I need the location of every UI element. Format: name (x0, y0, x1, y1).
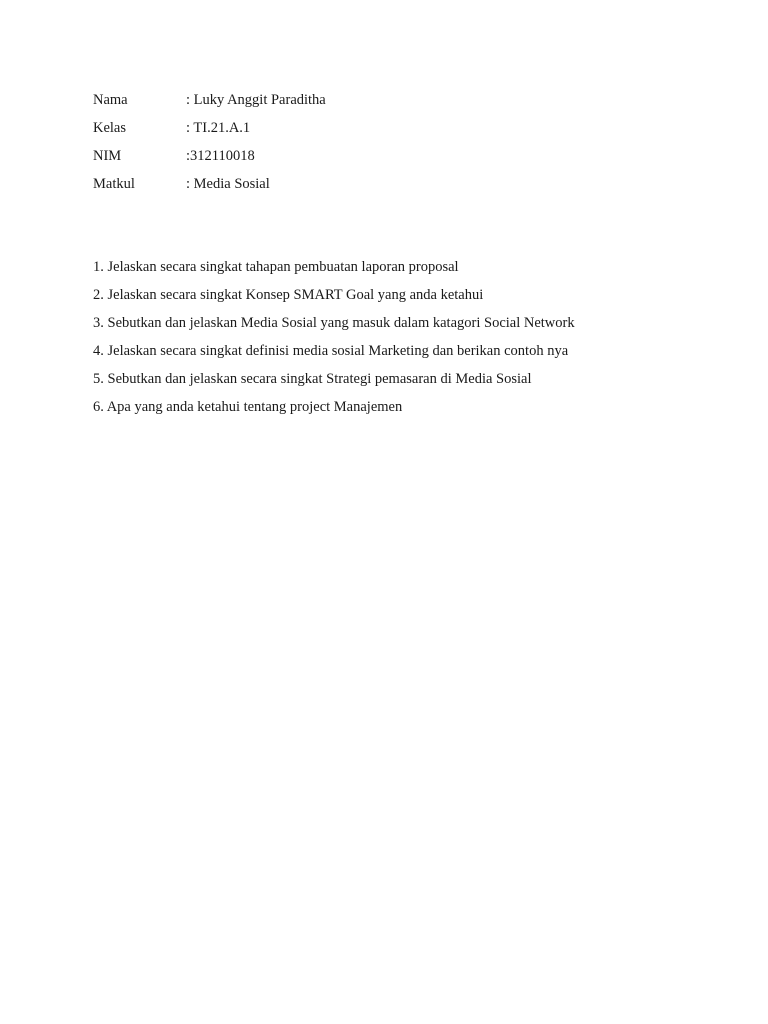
info-label: NIM (93, 147, 122, 164)
question-item: 1. Jelaskan secara singkat tahapan pembuatan laporan proposal (93, 258, 459, 275)
info-row-kelas (93, 114, 326, 142)
info-value: : Media Sosial (186, 175, 270, 192)
info-row-nim (93, 142, 326, 170)
question-item: 3. Sebutkan dan jelaskan Media Sosial yang masuk dalam katagori Social Network (93, 314, 575, 331)
info-row-nama (93, 86, 326, 114)
student-info (93, 86, 326, 198)
info-label: Matkul (93, 175, 135, 192)
question-list (93, 253, 575, 421)
info-label: Nama (93, 91, 128, 108)
question-item: 6. Apa yang anda ketahui tentang project Manajemen (93, 398, 403, 415)
info-value: :312110018 (186, 147, 255, 164)
question-item: 5. Sebutkan dan jelaskan secara singkat Strategi pemasaran di Media Sosial (93, 370, 532, 387)
info-label: Kelas (93, 119, 127, 136)
info-value: : Luky Anggit Paraditha (186, 91, 326, 108)
question-item: 4. Jelaskan secara singkat definisi media sosial Marketing dan berikan contoh nya (93, 342, 569, 359)
info-row-matkul (93, 170, 326, 198)
info-value: : TI.21.A.1 (186, 119, 251, 136)
question-item: 2. Jelaskan secara singkat Konsep SMART Goal yang anda ketahui (93, 286, 484, 303)
